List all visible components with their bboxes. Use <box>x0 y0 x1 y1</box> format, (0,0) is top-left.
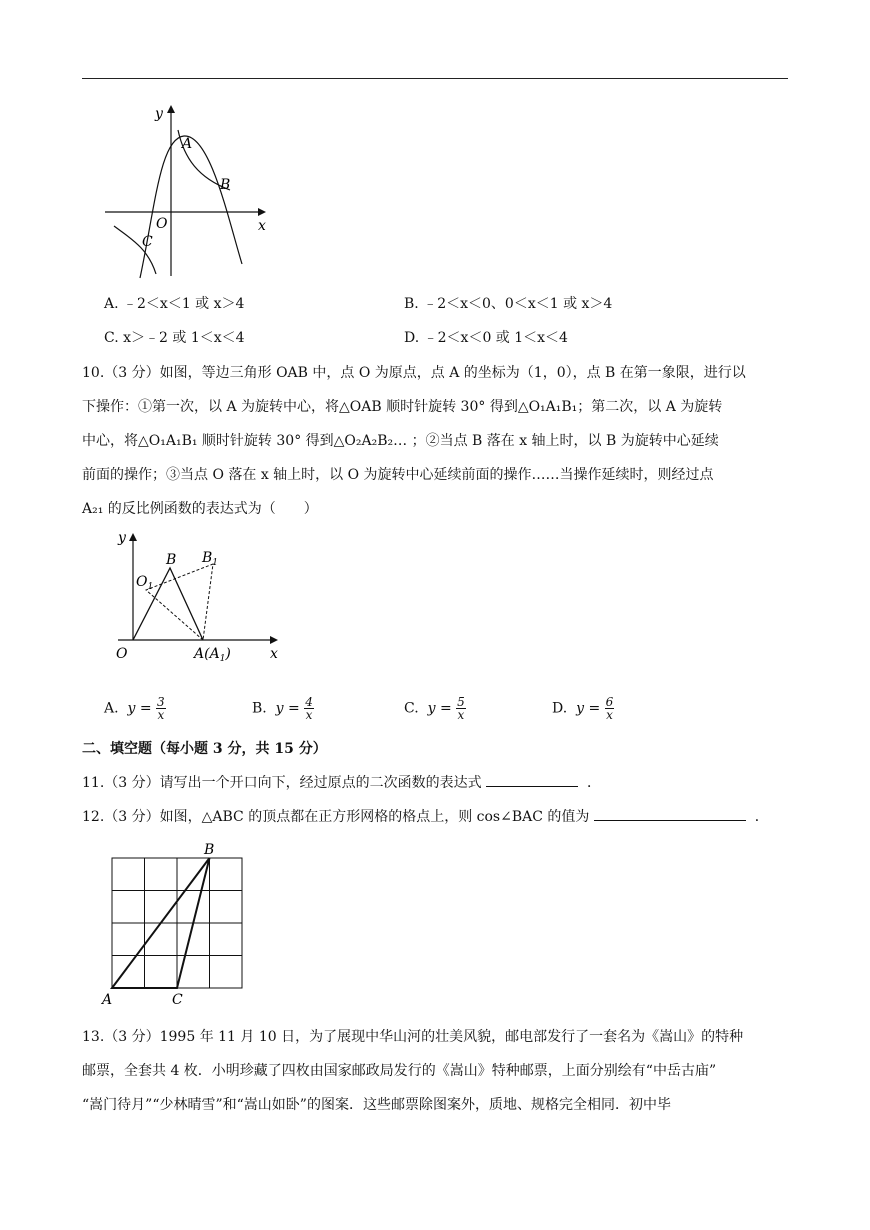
q12-line: 12.（3 分）如图，△ABC 的顶点都在正方形网格的格点上，则 cos∠BAC 的值为 ． <box>82 806 788 828</box>
q10-line-5: A₂₁ 的反比例函数的表达式为（ ） <box>82 501 318 517</box>
q9-label-o: O <box>156 216 168 232</box>
q10-label-o1: $O_1$ <box>136 574 154 592</box>
q9-label-x: x <box>258 218 266 234</box>
q12-label-c: C <box>172 992 183 1008</box>
q13-line-3: “嵩门待月”“少林晴雪”和“嵩山如卧”的图案．这些邮票除图案外，质地、规格完全相同．初中毕 <box>82 1097 671 1113</box>
q12-grid-figure <box>100 840 250 1010</box>
q10-option-d: D. y = $\frac{6}{x}$ <box>552 695 614 722</box>
q9-label-b: B <box>220 177 231 193</box>
q12-label-a: A <box>102 992 113 1008</box>
q13-line-2: 邮票，全套共 4 枚．小明珍藏了四枚由国家邮政局发行的《嵩山》特种邮票，上面分别绘有“中岳古庙” <box>82 1063 717 1079</box>
q9-parabola <box>140 136 242 278</box>
q9-option-b: B. ﹣2＜x＜0、0＜x＜1 或 x＞4 <box>404 296 613 312</box>
q9-label-c: C <box>142 234 153 250</box>
q10-triangle-o1a1b1 <box>146 564 213 640</box>
q10-label-b: B <box>166 552 177 568</box>
q9-option-a: A. ﹣2＜x＜1 或 x＞4 <box>104 296 245 312</box>
q12-grid <box>112 858 242 988</box>
q10-option-a: A. y = $\frac{3}{x}$ <box>104 695 165 722</box>
q10-label-o: O <box>116 646 128 662</box>
q9-label-y: y <box>155 106 163 122</box>
q10-label-x: x <box>270 646 278 662</box>
header-rule <box>82 78 788 79</box>
q9-option-d: D. ﹣2＜x＜0 或 1＜x＜4 <box>404 330 568 346</box>
q10-x-arrow <box>270 636 278 644</box>
q10-line-2: 下操作：①第一次，以 A 为旋转中心，将△OAB 顺时针旋转 30° 得到△O₁A₁B₁；第二次，以 A 为旋转 <box>82 399 723 415</box>
q10-label-b1: $B_1$ <box>202 550 219 568</box>
q9-y-arrow <box>167 105 175 113</box>
q10-option-b: B. y = $\frac{4}{x}$ <box>252 695 313 722</box>
q13-line-1: 13.（3 分）1995 年 11 月 10 日，为了展现中华山河的壮美风貌，邮电部发行了一套名为《嵩山》的特种 <box>82 1029 744 1045</box>
q10-line-4: 前面的操作；③当点 O 落在 x 轴上时，以 O 为旋转中心延续前面的操作……当操作延续时，则经过点 <box>82 467 714 483</box>
q10-line-3: 中心，将△O₁A₁B₁ 顺时针旋转 30° 得到△O₂A₂B₂… ；②当点 B 落在 x 轴上时，以 B 为旋转中心延续 <box>82 433 719 449</box>
q10-label-y: y <box>118 530 126 546</box>
q11-line: 11.（3 分）请写出一个开口向下，经过原点的二次函数的表达式 ． <box>82 772 788 794</box>
q9-label-a: A <box>182 136 193 152</box>
q10-line-1: 10.（3 分）如图，等边三角形 OAB 中，点 O 为原点，点 A 的坐标为（1，0），点 B 在第一象限，进行以 <box>82 365 746 381</box>
q9-x-arrow <box>258 208 266 216</box>
q9-graph <box>100 98 280 280</box>
q10-y-arrow <box>129 533 137 541</box>
q10-graph <box>108 528 288 668</box>
q10-option-c: C. y = $\frac{5}{x}$ <box>404 695 465 722</box>
q11-answer-blank[interactable] <box>486 772 578 787</box>
section-2-title: 二、填空题（每小题 3 分，共 15 分） <box>82 741 327 757</box>
q9-option-c: C. x＞﹣2 或 1＜x＜4 <box>104 330 245 346</box>
q12-answer-blank[interactable] <box>594 806 746 821</box>
q10-label-a: $A(A_1)$ <box>194 646 231 664</box>
q12-label-b: B <box>204 842 215 858</box>
